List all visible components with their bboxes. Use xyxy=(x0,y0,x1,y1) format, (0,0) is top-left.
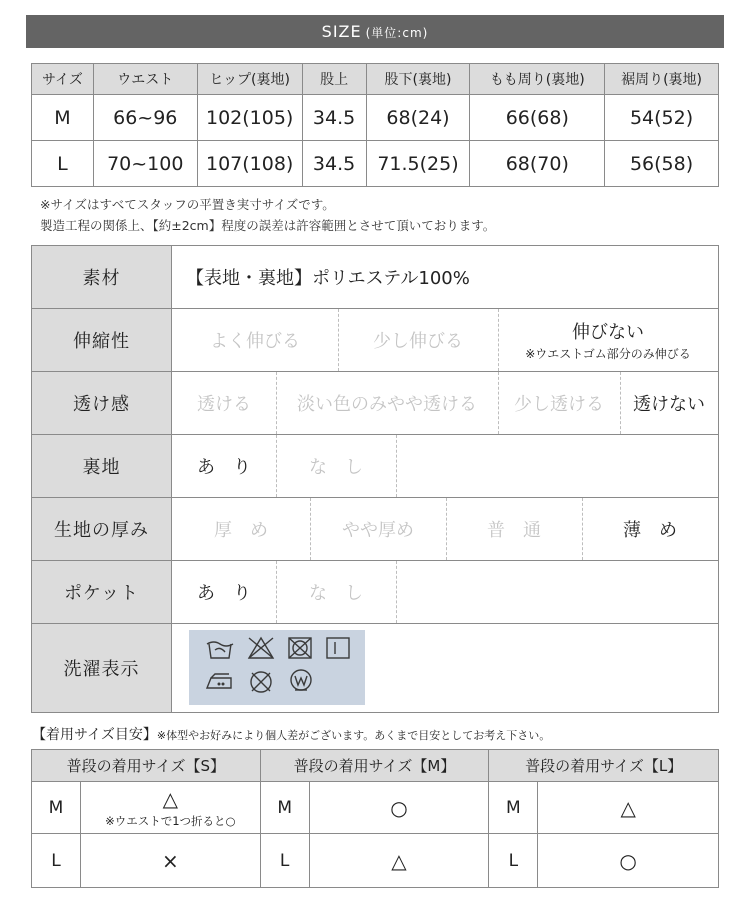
fit-guide-title xyxy=(32,724,550,744)
thickness-option-thick: 厚 め xyxy=(214,520,268,541)
fit-header-l: 普段の着用サイズ【L】 xyxy=(489,750,719,782)
stretch-note: ※ウエストゴム部分のみ伸びる xyxy=(525,347,691,361)
row-inseam: 71.5(25) xyxy=(366,141,470,187)
header-rise: 股上 xyxy=(302,64,366,95)
care-row xyxy=(32,624,718,712)
thickness-option-slightly-thick: やや厚め xyxy=(342,520,414,541)
material-row xyxy=(32,246,718,309)
fit-symbol: ○ xyxy=(619,848,637,873)
row-inseam: 68(24) xyxy=(366,95,470,141)
banner-unit: (単位:cm) xyxy=(365,26,429,40)
banner-title: SIZE xyxy=(321,22,362,41)
material-label: 素材 xyxy=(32,246,172,308)
pocket-row xyxy=(32,561,718,624)
fit-symbol: × xyxy=(161,848,179,873)
stretch-label: 伸縮性 xyxy=(32,309,172,371)
row-size: L xyxy=(32,141,94,187)
fit-symbol: ○ xyxy=(390,795,408,820)
fit-s-cell xyxy=(81,834,261,888)
sheer-option-sheer: 透ける xyxy=(197,394,251,415)
thickness-label: 生地の厚み xyxy=(32,498,172,560)
fit-header-s: 普段の着用サイズ【S】 xyxy=(32,750,261,782)
fit-symbol: △ xyxy=(620,795,636,820)
fit-size: M xyxy=(260,782,309,834)
fit-title-text: 【着用サイズ目安】 xyxy=(32,727,157,743)
fit-size: L xyxy=(489,834,538,888)
size-table-header xyxy=(32,64,719,95)
stretch-option-low: 少し伸びる xyxy=(373,331,463,352)
sheer-option-none: 透けない xyxy=(633,394,705,415)
row-waist: 66~96 xyxy=(93,95,197,141)
fabric-table xyxy=(31,245,719,713)
fit-l-cell xyxy=(538,782,719,834)
fit-s-cell xyxy=(81,782,261,834)
fit-size: L xyxy=(32,834,81,888)
fit-table xyxy=(31,749,719,888)
size-note: ※サイズはすべてスタッフの平置き実寸サイズです。 xyxy=(40,197,335,212)
header-thigh: もも周り(裏地) xyxy=(470,64,605,95)
size-table xyxy=(31,63,719,187)
fit-size: M xyxy=(489,782,538,834)
care-label: 洗濯表示 xyxy=(32,624,172,712)
row-thigh: 68(70) xyxy=(470,141,605,187)
fit-m-cell xyxy=(309,834,489,888)
row-hip: 102(105) xyxy=(197,95,302,141)
fit-symbol: △ xyxy=(391,848,407,873)
fit-m-cell xyxy=(309,782,489,834)
fit-footnote: ※体型やお好みにより個人差がございます。あくまで目安としてお考え下さい。 xyxy=(156,729,551,742)
thickness-option-normal: 普 通 xyxy=(487,520,541,541)
fit-symbol: △ xyxy=(162,786,179,811)
thickness-row xyxy=(32,498,718,561)
fit-s-note: ※ウエストで1つ折ると○ xyxy=(105,813,236,828)
tolerance-note: 製造工程の関係上、【約±2cm】程度の誤差は許容範囲とさせて頂いております。 xyxy=(40,218,496,233)
pocket-label: ポケット xyxy=(32,561,172,623)
sheer-label: 透け感 xyxy=(32,372,172,434)
row-waist: 70~100 xyxy=(93,141,197,187)
lining-option-yes: あ り xyxy=(197,457,251,478)
wet-clean-icon xyxy=(291,670,311,690)
header-hip: ヒップ(裏地) xyxy=(197,64,302,95)
row-hem: 54(52) xyxy=(605,95,719,141)
sheer-row xyxy=(32,372,718,435)
no-bleach-icon xyxy=(249,638,273,658)
material-value: 【表地・裏地】ポリエステル100% xyxy=(186,268,470,289)
iron-low-icon xyxy=(207,674,231,688)
fit-header xyxy=(32,750,719,782)
stretch-option-high: よく伸びる xyxy=(210,331,300,352)
lining-row xyxy=(32,435,718,498)
row-size: M xyxy=(32,95,94,141)
row-thigh: 66(68) xyxy=(470,95,605,141)
header-waist: ウエスト xyxy=(93,64,197,95)
hand-wash-icon xyxy=(207,642,233,658)
stretch-option-none xyxy=(498,309,718,371)
line-dry-icon xyxy=(327,638,349,658)
row-hip: 107(108) xyxy=(197,141,302,187)
fit-l-cell xyxy=(538,834,719,888)
thickness-option-thin: 薄 め xyxy=(623,520,677,541)
sheer-option-light-colors: 淡い色のみやや透ける xyxy=(297,394,477,415)
size-banner xyxy=(26,15,724,48)
pocket-option-no: な し xyxy=(309,583,363,604)
row-rise: 34.5 xyxy=(302,141,366,187)
fit-size: L xyxy=(260,834,309,888)
header-inseam: 股下(裏地) xyxy=(366,64,470,95)
pocket-option-yes: あ り xyxy=(197,583,251,604)
fit-header-m: 普段の着用サイズ【M】 xyxy=(260,750,489,782)
row-rise: 34.5 xyxy=(302,95,366,141)
table-row xyxy=(32,834,719,888)
no-dry-clean-icon xyxy=(251,672,271,692)
no-tumble-dry-icon xyxy=(289,638,311,658)
header-hem: 裾周り(裏地) xyxy=(605,64,719,95)
stretch-selected: 伸びない xyxy=(572,322,644,343)
header-size: サイズ xyxy=(32,64,94,95)
table-row xyxy=(32,782,719,834)
table-row xyxy=(32,95,719,141)
lining-label: 裏地 xyxy=(32,435,172,497)
stretch-row xyxy=(32,309,718,372)
fit-size: M xyxy=(32,782,81,834)
care-symbols xyxy=(189,630,365,705)
sheer-option-slight: 少し透ける xyxy=(514,394,604,415)
table-row xyxy=(32,141,719,187)
lining-option-no: な し xyxy=(309,457,363,478)
row-hem: 56(58) xyxy=(605,141,719,187)
